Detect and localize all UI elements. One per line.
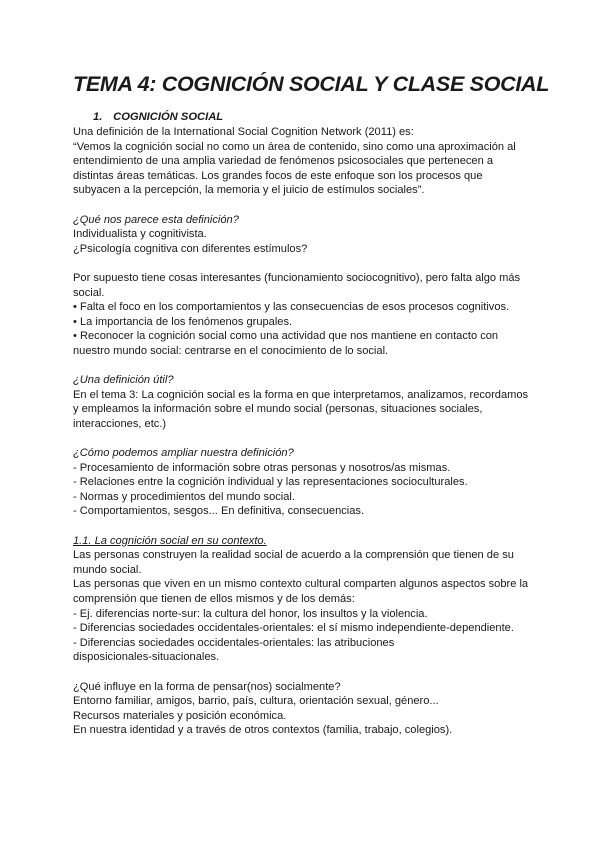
- paragraph-line: social.: [73, 286, 105, 299]
- list-item: - Relaciones entre la cognición individual y las representaciones socioculturales.: [73, 476, 468, 489]
- paragraph-line: Entorno familiar, amigos, barrio, país, cultura, orientación sexual, género...: [73, 695, 439, 708]
- quote-line: subyacen a la percepción, la memoria y el juicio de estímulos sociales”.: [73, 184, 425, 197]
- section-heading: [93, 111, 223, 123]
- paragraph-line: y empleamos la información sobre el mundo social (personas, situaciones sociales,: [73, 403, 483, 416]
- paragraph-line: nuestro mundo social: centrarse en el conocimiento de lo social.: [73, 344, 389, 357]
- paragraph-line: En el tema 3: La cognición social es la forma en que interpretamos, analizamos, recordamos: [73, 388, 529, 401]
- quote-line: entendimiento de una amplia variedad de fenómenos psicosociales que pertenecen a: [73, 155, 493, 168]
- section-number: 1.: [93, 111, 103, 123]
- list-item: disposicionales-situacionales.: [73, 651, 220, 664]
- question-heading: ¿Cómo podemos ampliar nuestra definición?: [73, 447, 294, 460]
- question-heading: ¿Qué nos parece esta definición?: [73, 213, 239, 226]
- list-item: - Comportamientos, sesgos... En definitiva, consecuencias.: [73, 505, 365, 518]
- paragraph-line: Por supuesto tiene cosas interesantes (funcionamiento sociocognitivo), pero falta algo más: [73, 271, 521, 284]
- paragraph-line: En nuestra identidad y a través de otros contextos (familia, trabajo, colegios).: [73, 724, 453, 737]
- list-item: - Ej. diferencias norte-sur: la cultura del honor, los insultos y la violencia.: [73, 607, 428, 620]
- page-title: TEMA 4: COGNICIÓN SOCIAL Y CLASE SOCIAL: [73, 72, 550, 96]
- paragraph-line: comprensión que tienen de ellos mismos y de los demás:: [73, 593, 355, 605]
- document-body: [73, 125, 533, 738]
- paragraph-line: Las personas que viven en un mismo contexto cultural comparten algunos aspectos sobre la: [73, 578, 529, 591]
- paragraph-line: Una definición de la International Social Cognition Network (2011) es:: [73, 126, 414, 138]
- question-heading: ¿Qué influye en la forma de pensar(nos) socialmente?: [73, 680, 341, 693]
- paragraph-line: interacciones, etc.): [73, 417, 167, 430]
- list-item: - Procesamiento de información sobre otras personas y nosotros/as mismas.: [73, 461, 451, 474]
- list-item: - Diferencias sociedades occidentales-orientales: el sí mismo independiente-dependiente.: [73, 622, 514, 635]
- paragraph-line: Recursos materiales y posición económica.: [73, 709, 287, 722]
- bullet-item: • Falta el foco en los comportamientos y las consecuencias de esos procesos cognitivos.: [73, 301, 510, 314]
- section-title: COGNICIÓN SOCIAL: [113, 111, 224, 123]
- paragraph-line: mundo social.: [73, 563, 142, 576]
- question-heading: ¿Una definición útil?: [73, 374, 174, 387]
- list-item: - Normas y procedimientos del mundo social.: [73, 490, 295, 503]
- quote-line: distintas áreas temáticas. Los grandes focos de este enfoque son los procesos que: [73, 169, 483, 182]
- subsection-heading: 1.1. La cognición social en su contexto.: [73, 534, 267, 547]
- paragraph-line: Individualista y cognitivista.: [73, 228, 207, 241]
- paragraph-line: Las personas construyen la realidad social de acuerdo a la comprensión que tienen de su: [73, 549, 514, 562]
- list-item: - Diferencias sociedades occidentales-orientales: las atribuciones: [73, 636, 395, 649]
- paragraph-line: ¿Psicología cognitiva con diferentes estímulos?: [73, 242, 308, 255]
- bullet-item: • Reconocer la cognición social como una actividad que nos mantiene en contacto con: [73, 330, 499, 343]
- bullet-item: • La importancia de los fenómenos grupales.: [73, 315, 293, 328]
- quote-line: “Vemos la cognición social no como un área de contenido, sino como una aproximación al: [73, 140, 516, 153]
